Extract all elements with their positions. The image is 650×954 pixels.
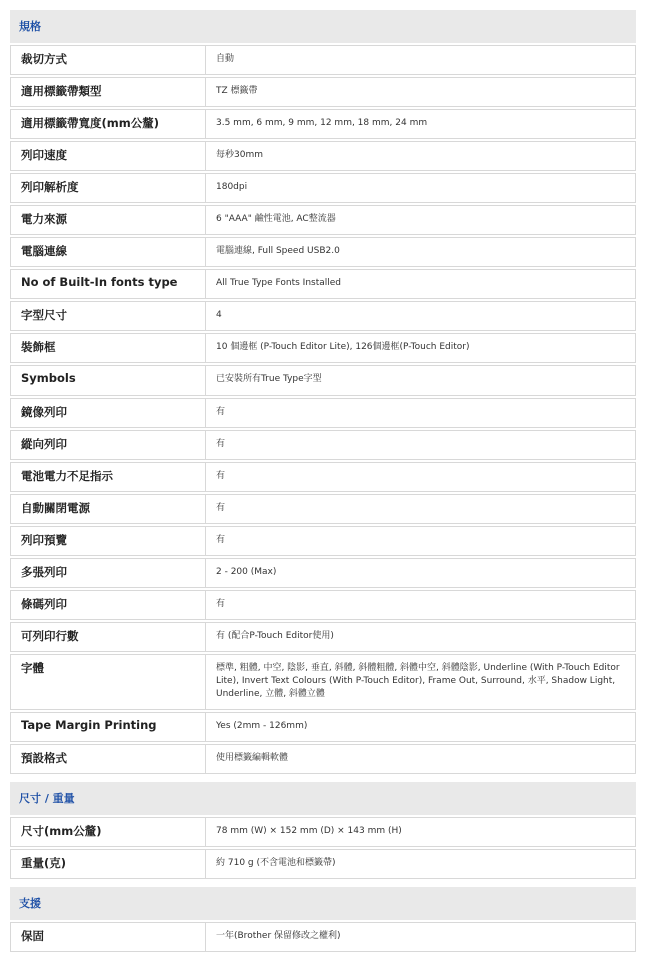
spec-label: Symbols bbox=[10, 365, 206, 395]
spec-row bbox=[10, 365, 636, 395]
spec-label: 預設格式 bbox=[10, 744, 206, 774]
spec-value: TZ 標籤帶 bbox=[206, 77, 636, 107]
spec-label: 重量(克) bbox=[10, 849, 206, 879]
spec-label: 電池電力不足指示 bbox=[10, 462, 206, 492]
spec-label: 電力來源 bbox=[10, 205, 206, 235]
section-title: 支援 bbox=[10, 887, 636, 920]
spec-label: 字體 bbox=[10, 654, 206, 710]
spec-value: 電腦連線, Full Speed USB2.0 bbox=[206, 237, 636, 267]
section-header bbox=[10, 887, 636, 920]
spec-label: Tape Margin Printing bbox=[10, 712, 206, 742]
spec-label: 列印解析度 bbox=[10, 173, 206, 203]
spec-label: 適用標籤帶類型 bbox=[10, 77, 206, 107]
spec-value: 有 (配合P-Touch Editor使用) bbox=[206, 622, 636, 652]
spec-value: 2 - 200 (Max) bbox=[206, 558, 636, 588]
spec-value: 有 bbox=[206, 430, 636, 460]
spec-row bbox=[10, 333, 636, 363]
spec-value: 有 bbox=[206, 398, 636, 428]
spec-value: Yes (2mm - 126mm) bbox=[206, 712, 636, 742]
spec-label: 多張列印 bbox=[10, 558, 206, 588]
spec-table bbox=[10, 8, 636, 954]
spec-value: 180dpi bbox=[206, 173, 636, 203]
section-title: 尺寸 / 重量 bbox=[10, 782, 636, 815]
section-title: 規格 bbox=[10, 10, 636, 43]
spec-row bbox=[10, 654, 636, 710]
spec-value: 有 bbox=[206, 462, 636, 492]
spec-label: 裝飾框 bbox=[10, 333, 206, 363]
spec-label: 列印速度 bbox=[10, 141, 206, 171]
spec-value: 有 bbox=[206, 526, 636, 556]
spec-label: 條碼列印 bbox=[10, 590, 206, 620]
spec-row bbox=[10, 269, 636, 299]
spec-row bbox=[10, 398, 636, 428]
spec-row bbox=[10, 205, 636, 235]
spec-value: 10 個邊框 (P-Touch Editor Lite), 126個邊框(P-Touch Editor) bbox=[206, 333, 636, 363]
spec-label: 列印預覽 bbox=[10, 526, 206, 556]
spec-value: 每秒30mm bbox=[206, 141, 636, 171]
spec-row bbox=[10, 922, 636, 952]
spec-value: All True Type Fonts Installed bbox=[206, 269, 636, 299]
spec-label: No of Built-In fonts type bbox=[10, 269, 206, 299]
spec-label: 字型尺寸 bbox=[10, 301, 206, 331]
spec-row bbox=[10, 590, 636, 620]
spec-row bbox=[10, 712, 636, 742]
spec-value: 已安裝所有True Type字型 bbox=[206, 365, 636, 395]
spec-label: 電腦連線 bbox=[10, 237, 206, 267]
spec-row bbox=[10, 301, 636, 331]
spec-value: 一年(Brother 保留修改之權利) bbox=[206, 922, 636, 952]
spec-value: 4 bbox=[206, 301, 636, 331]
spec-label: 自動關閉電源 bbox=[10, 494, 206, 524]
section-spacer-cell bbox=[10, 881, 636, 885]
spec-row bbox=[10, 462, 636, 492]
spec-row bbox=[10, 817, 636, 847]
spec-label: 裁切方式 bbox=[10, 45, 206, 75]
spec-value: 6 "AAA" 鹼性電池, AC整流器 bbox=[206, 205, 636, 235]
spec-label: 可列印行數 bbox=[10, 622, 206, 652]
spec-value: 標準, 粗體, 中空, 陰影, 垂直, 斜體, 斜體粗體, 斜體中空, 斜體陰影, Underline (With P-Touch Editor Lite), Invert Text Colours (With P-Touch Editor), Frame Out, Surround, 水平, Shadow Light, Underline, 立體, 斜體立體 bbox=[206, 654, 636, 710]
spec-table-body bbox=[10, 10, 636, 952]
section-spacer bbox=[10, 776, 636, 780]
spec-row bbox=[10, 77, 636, 107]
spec-row bbox=[10, 494, 636, 524]
section-header bbox=[10, 10, 636, 43]
spec-row bbox=[10, 526, 636, 556]
spec-label: 鏡像列印 bbox=[10, 398, 206, 428]
spec-row bbox=[10, 430, 636, 460]
spec-value: 有 bbox=[206, 494, 636, 524]
spec-row bbox=[10, 141, 636, 171]
section-spacer-cell bbox=[10, 776, 636, 780]
spec-row bbox=[10, 622, 636, 652]
spec-value: 自動 bbox=[206, 45, 636, 75]
spec-label: 適用標籤帶寬度(mm公釐) bbox=[10, 109, 206, 139]
spec-row bbox=[10, 744, 636, 774]
spec-row bbox=[10, 109, 636, 139]
spec-label: 保固 bbox=[10, 922, 206, 952]
spec-value: 78 mm (W) × 152 mm (D) × 143 mm (H) bbox=[206, 817, 636, 847]
spec-row bbox=[10, 558, 636, 588]
spec-value: 約 710 g (不含電池和標籤帶) bbox=[206, 849, 636, 879]
spec-row bbox=[10, 849, 636, 879]
spec-row bbox=[10, 237, 636, 267]
spec-label: 尺寸(mm公釐) bbox=[10, 817, 206, 847]
section-header bbox=[10, 782, 636, 815]
section-spacer bbox=[10, 881, 636, 885]
spec-row bbox=[10, 45, 636, 75]
spec-label: 縱向列印 bbox=[10, 430, 206, 460]
spec-value: 3.5 mm, 6 mm, 9 mm, 12 mm, 18 mm, 24 mm bbox=[206, 109, 636, 139]
spec-row bbox=[10, 173, 636, 203]
spec-value: 使用標籤編輯軟體 bbox=[206, 744, 636, 774]
spec-value: 有 bbox=[206, 590, 636, 620]
